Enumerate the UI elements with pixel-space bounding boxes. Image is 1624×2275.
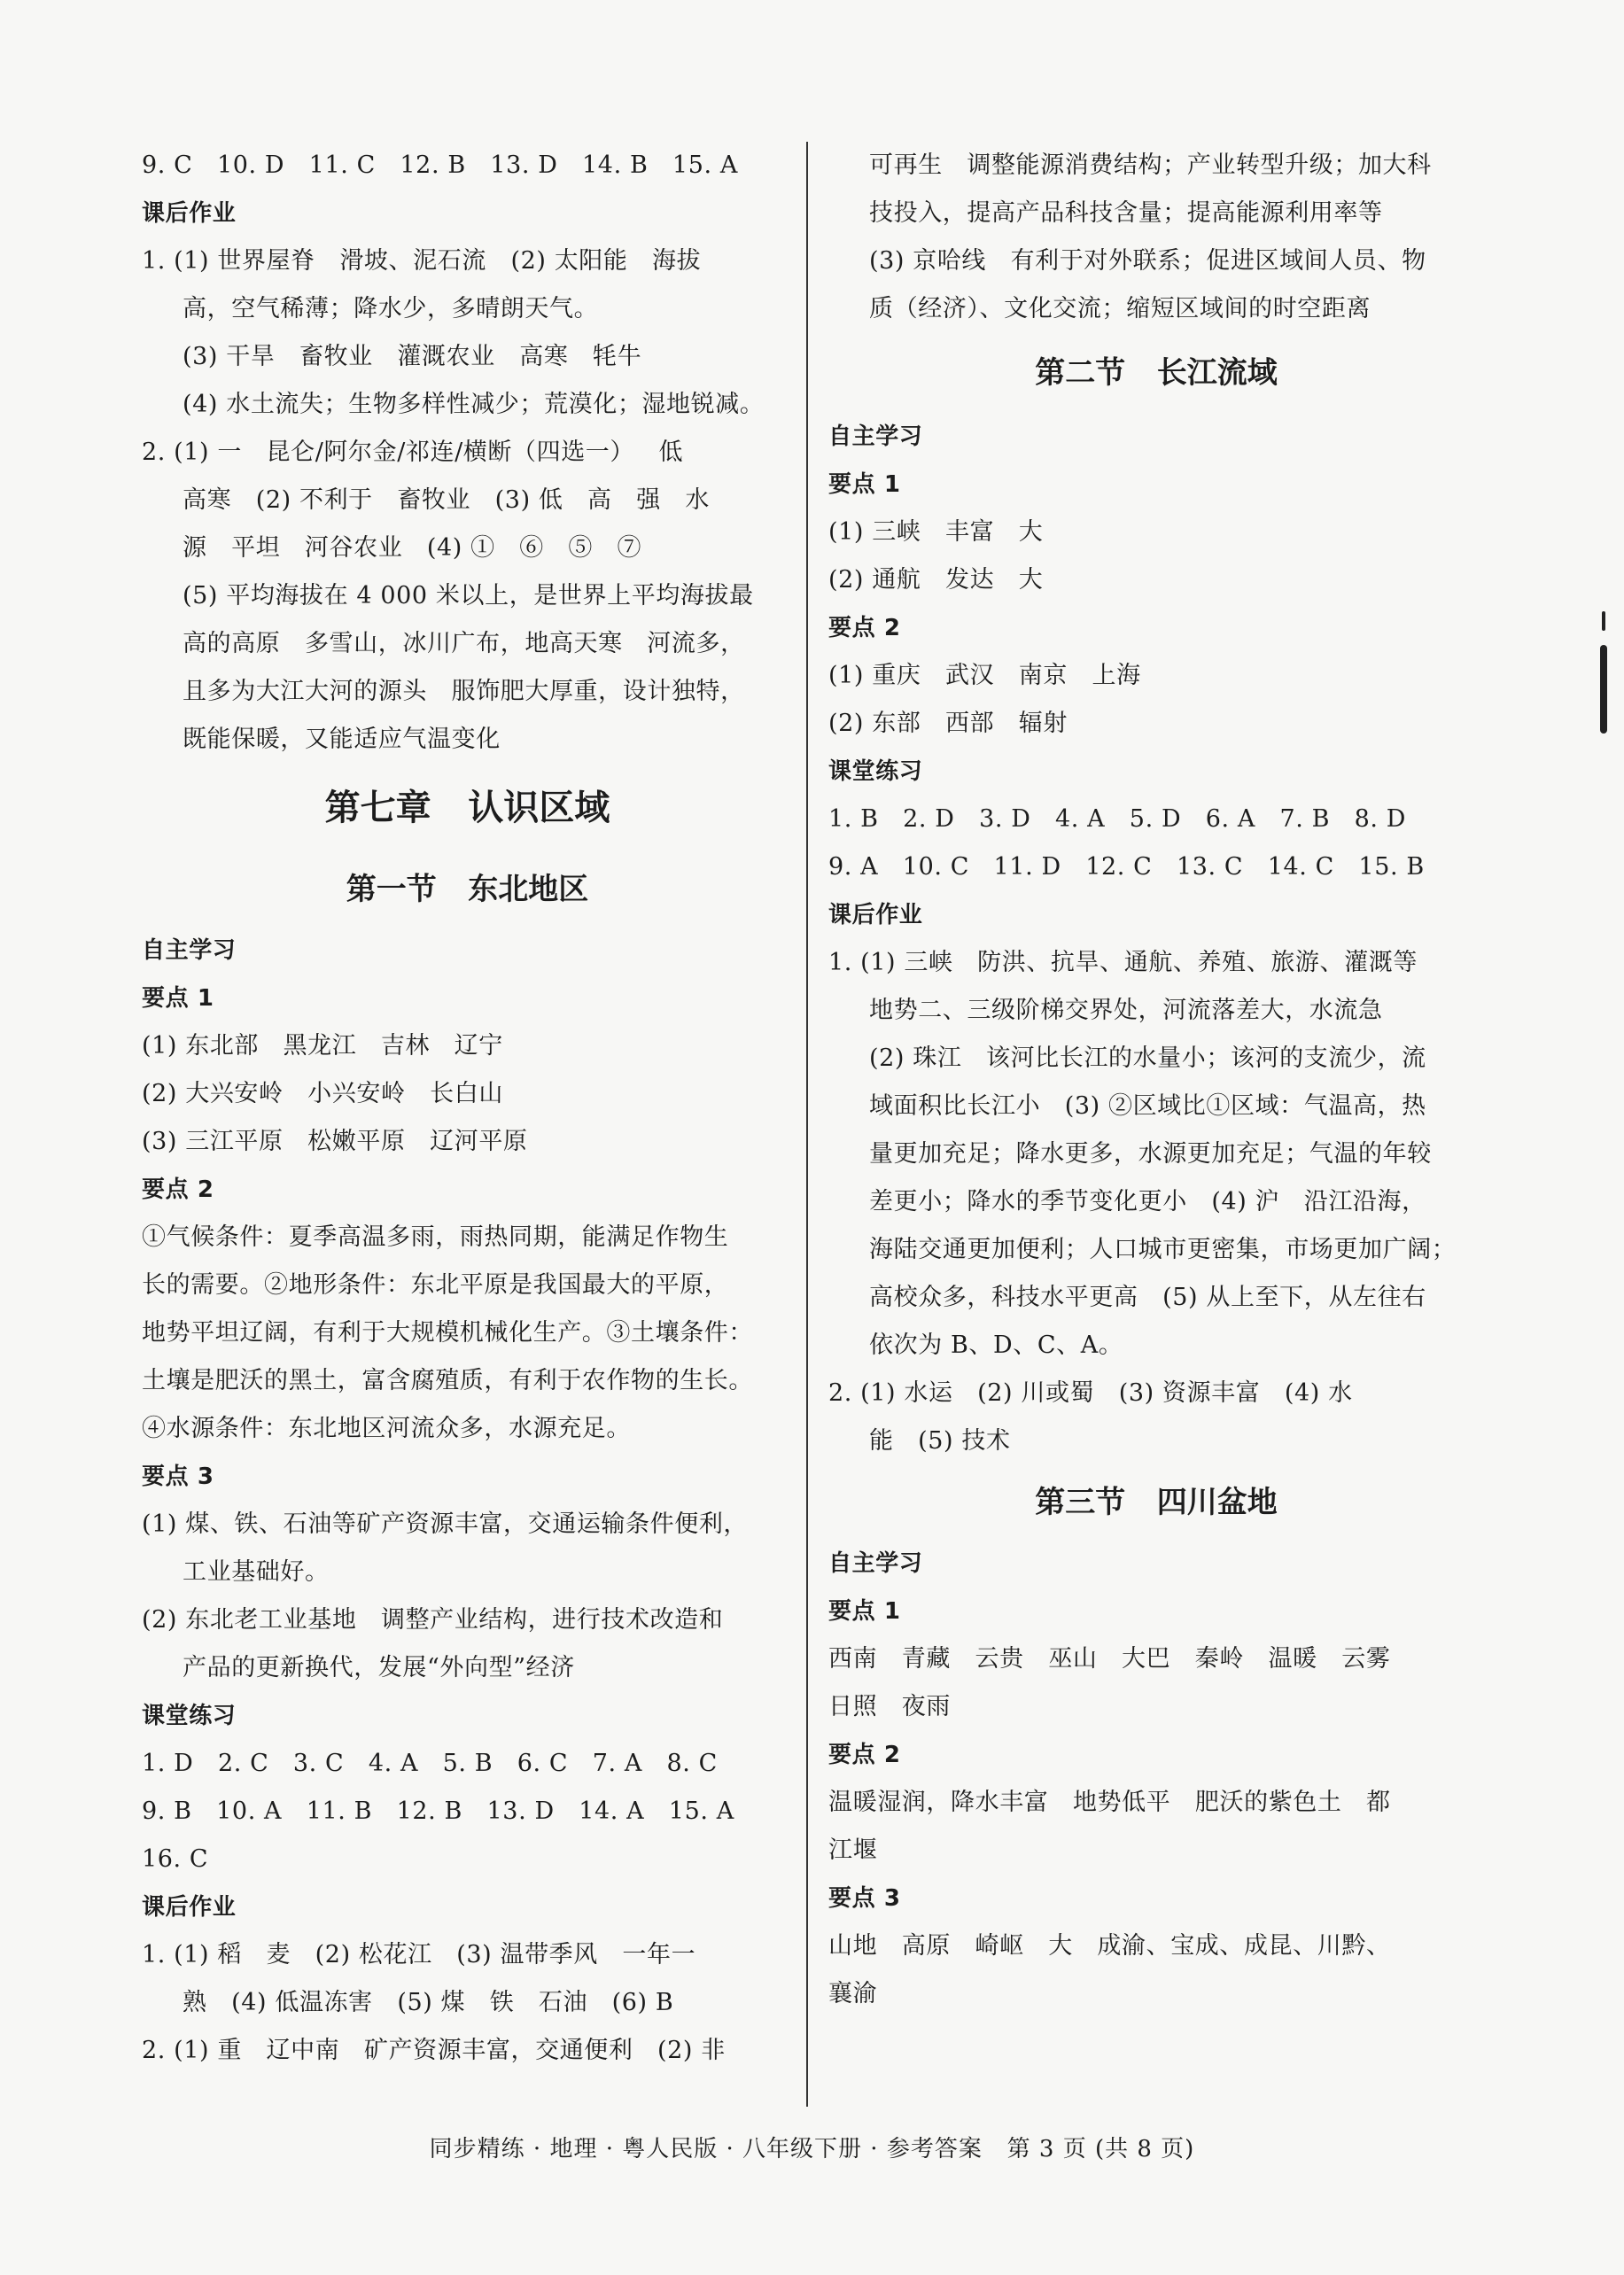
answer-line: 依次为 B、D、C、A。 [869,1332,1123,1359]
left-column [142,142,793,2075]
subheading: 要点 2 [142,1176,214,1203]
answer-line: 产品的更新换代，发展“外向型”经济 [183,1654,575,1681]
answer-line: 1. (1) 三峡 防洪、抗旱、通航、养殖、旅游、灌溉等 [828,949,1418,976]
subheading: 课后作业 [142,1894,237,1921]
answer-line: 源 平坦 河谷农业 (4) ① ⑥ ⑤ ⑦ [183,534,642,562]
page-footer: 同步精练 · 地理 · 粤人民版 · 八年级下册 · 参考答案 第 3 页 (共 8 页) [429,2136,1195,2162]
answer-line: 工业基础好。 [183,1558,330,1586]
answer-line: 熟 (4) 低温冻害 (5) 煤 铁 石油 (6) B [183,1989,674,2016]
answer-line: 16. C [142,1845,209,1873]
subheading: 要点 3 [142,1464,214,1490]
subheading: 课堂练习 [828,758,923,785]
subheading: 课后作业 [828,902,923,928]
answer-line: (1) 东北部 黑龙江 吉林 辽宁 [142,1032,503,1060]
answer-line: 江堰 [828,1836,878,1864]
section-title: 第三节 四川盆地 [1035,1485,1278,1520]
answer-line: 1. B 2. D 3. D 4. A 5. D 6. A 7. B 8. D [828,805,1407,833]
answer-line: (2) 东北老工业基地 调整产业结构，进行技术改造和 [142,1606,724,1634]
answer-line: 9. A 10. C 11. D 12. C 13. C 14. C 15. B [828,853,1425,881]
answer-line: 温暖湿润，降水丰富 地势低平 肥沃的紫色土 都 [828,1789,1391,1816]
answer-line: (4) 水土流失；生物多样性减少；荒漠化；湿地锐减。 [183,391,765,418]
subheading: 要点 1 [828,1598,901,1625]
answer-line: 量更加充足；降水更多，水源更加充足；气温的年较 [869,1140,1432,1168]
answer-line: 高的高原 多雪山，冰川广布，地高天寒 河流多， [183,630,745,657]
answer-line: (1) 三峡 丰富 大 [828,518,1044,546]
answer-line: (1) 重庆 武汉 南京 上海 [828,662,1141,689]
answer-line: (5) 平均海拔在 4 000 米以上，是世界上平均海拔最 [183,582,754,610]
subheading: 课后作业 [142,200,237,227]
answer-line: 高，空气稀薄；降水少，多晴朗天气。 [183,295,599,322]
answer-line: 9. C 10. D 11. C 12. B 13. D 14. B 15. A [142,151,738,179]
answer-line: (1) 煤、铁、石油等矿产资源丰富，交通运输条件便利， [142,1510,749,1538]
answer-line: 既能保暖，又能适应气温变化 [183,726,501,753]
answer-line: (2) 东部 西部 辐射 [828,710,1068,737]
subheading: 要点 3 [828,1885,901,1912]
margin-mark-small [1602,611,1605,631]
section-title: 第一节 东北地区 [346,872,589,907]
answer-line: 9. B 10. A 11. B 12. B 13. D 14. A 15. A [142,1797,734,1825]
answer-line: 可再生 调整能源消费结构；产业转型升级；加大科 [869,151,1432,179]
answer-line: ④水源条件：东北地区河流众多，水源充足。 [142,1415,631,1442]
answer-line: 山地 高原 崎岖 大 成渝、宝成、成昆、川黔、 [828,1932,1391,1960]
subheading: 自主学习 [142,937,237,964]
answer-line: 西南 青藏 云贵 巫山 大巴 秦岭 温暖 云雾 [828,1645,1391,1673]
answer-line: 技投入，提高产品科技含量；提高能源利用率等 [869,199,1383,227]
answer-line: (2) 通航 发达 大 [828,566,1044,594]
answer-line: 质（经济）、文化交流；缩短区域间的时空距离 [869,295,1371,322]
subheading: 自主学习 [828,1550,923,1577]
answer-line: 1. D 2. C 3. C 4. A 5. B 6. C 7. A 8. C [142,1750,718,1777]
answer-line: 长的需要。②地形条件：东北平原是我国最大的平原， [142,1271,729,1299]
margin-mark [1600,645,1607,734]
subheading: 要点 1 [142,985,214,1012]
answer-line: 土壤是肥沃的黑土，富含腐殖质，有利于农作物的生长。 [142,1367,753,1394]
answer-line: 高校众多，科技水平更高 (5) 从上至下，从左往右 [869,1284,1426,1311]
subheading: 课堂练习 [142,1703,237,1729]
subheading: 要点 2 [828,1742,901,1768]
answer-line: 海陆交通更加便利；人口城市更密集，市场更加广阔； [869,1236,1457,1263]
subheading: 要点 2 [828,615,901,641]
chapter-title: 第七章 认识区域 [324,788,610,828]
answer-line: (3) 京哈线 有利于对外联系；促进区域间人员、物 [869,247,1426,275]
answer-line: 2. (1) 一 昆仑/阿尔金/祁连/横断（四选一） 低 [142,439,684,466]
answer-line: 域面积比长江小 (3) ②区域比①区域：气温高，热 [869,1092,1426,1120]
subheading: 自主学习 [828,423,923,450]
answer-line: 1. (1) 世界屋脊 滑坡、泥石流 (2) 太阳能 海拔 [142,247,702,275]
answer-line: 差更小；降水的季节变化更小 (4) 沪 沿江沿海， [869,1188,1426,1215]
answer-line: 地势二、三级阶梯交界处，河流落差大，水流急 [869,997,1383,1024]
answer-line: 高寒 (2) 不利于 畜牧业 (3) 低 高 强 水 [183,486,710,514]
column-divider [806,142,808,2107]
answer-line: 2. (1) 水运 (2) 川或蜀 (3) 资源丰富 (4) 水 [828,1379,1353,1407]
answer-line: 能 (5) 技术 [869,1427,1011,1455]
answer-line: 襄渝 [828,1980,878,2007]
answer-line: 且多为大江大河的源头 服饰肥大厚重，设计独特， [183,678,745,705]
answer-line: ①气候条件：夏季高温多雨，雨热同期，能满足作物生 [142,1223,729,1251]
answer-line: 1. (1) 稻 麦 (2) 松花江 (3) 温带季风 一年一 [142,1941,696,1968]
answer-line: 地势平坦辽阔，有利于大规模机械化生产。③土壤条件： [142,1319,753,1347]
section-title: 第二节 长江流域 [1035,355,1278,391]
answer-line: (2) 大兴安岭 小兴安岭 长白山 [142,1080,503,1107]
answer-line: 日照 夜雨 [828,1693,951,1720]
answer-line: (3) 干旱 畜牧业 灌溉农业 高寒 牦牛 [183,343,642,370]
answer-line: 2. (1) 重 辽中南 矿产资源丰富，交通便利 (2) 非 [142,2037,726,2064]
answer-line: (3) 三江平原 松嫩平原 辽河平原 [142,1128,528,1155]
answer-line: (2) 珠江 该河比长江的水量小；该河的支流少，流 [869,1044,1426,1072]
subheading: 要点 1 [828,471,901,498]
right-column [828,142,1484,2018]
